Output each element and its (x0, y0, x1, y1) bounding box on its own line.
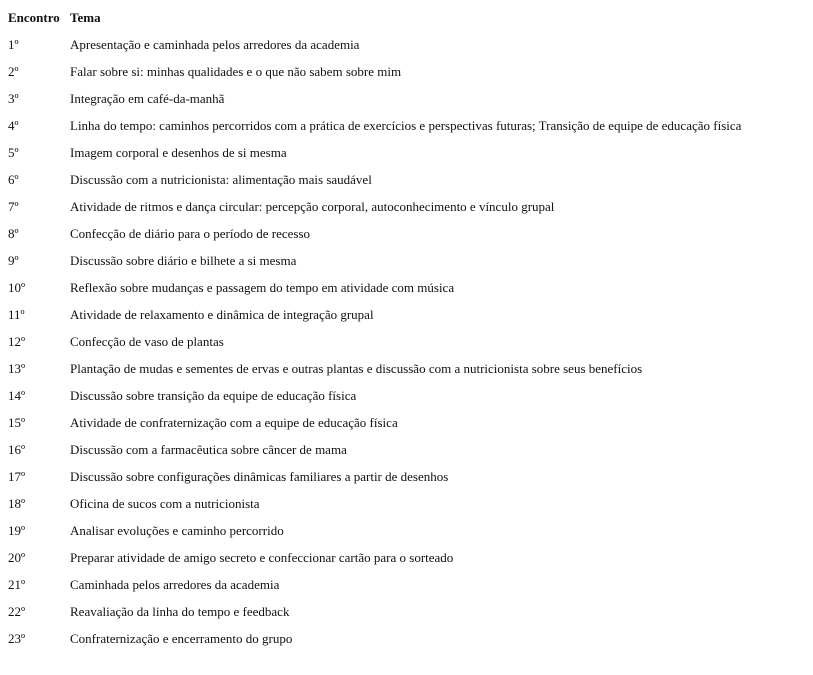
table-row (8, 442, 813, 469)
table-row (8, 631, 813, 658)
table-row (8, 91, 813, 118)
encontro-cell: 9º (8, 253, 19, 268)
tema-cell: Reflexão sobre mudanças e passagem do tempo em atividade com música (70, 280, 455, 295)
encontro-cell: 7º (8, 199, 19, 214)
tema-cell: Discussão sobre diário e bilhete a si mesma (70, 253, 297, 268)
table-row (8, 145, 813, 172)
table-body (8, 37, 813, 658)
encontro-cell: 11º (8, 307, 25, 322)
table-header (8, 10, 813, 37)
encontro-cell: 1º (8, 37, 19, 52)
encontro-cell: 17º (8, 469, 26, 484)
table-row (8, 361, 813, 388)
tema-cell: Integração em café-da-manhã (70, 91, 225, 106)
table-row (8, 496, 813, 523)
table-row (8, 199, 813, 226)
encontro-cell: 5º (8, 145, 19, 160)
tema-cell: Plantação de mudas e sementes de ervas e outras plantas e discussão com a nutricionista sobre seus benefícios (70, 361, 643, 376)
header-encontro: Encontro (8, 10, 60, 25)
tema-cell: Reavaliação da linha do tempo e feedback (70, 604, 290, 619)
encontro-cell: 10º (8, 280, 26, 295)
encontro-cell: 15º (8, 415, 26, 430)
tema-cell: Oficina de sucos com a nutricionista (70, 496, 260, 511)
encontro-cell: 14º (8, 388, 26, 403)
encontro-cell: 8º (8, 226, 19, 241)
encontro-cell: 19º (8, 523, 26, 538)
table-row (8, 253, 813, 280)
table-row (8, 118, 813, 145)
tema-cell: Caminhada pelos arredores da academia (70, 577, 280, 592)
tema-cell: Discussão sobre configurações dinâmicas familiares a partir de desenhos (70, 469, 449, 484)
encontro-cell: 20º (8, 550, 26, 565)
table-row (8, 334, 813, 361)
encontro-cell: 18º (8, 496, 26, 511)
table-row (8, 577, 813, 604)
tema-cell: Linha do tempo: caminhos percorridos com a prática de exercícios e perspectivas futuras; Transição de equipe de educação física (70, 118, 742, 133)
tema-cell: Discussão sobre transição da equipe de educação física (70, 388, 357, 403)
table-row (8, 280, 813, 307)
table-row (8, 388, 813, 415)
header-tema: Tema (70, 10, 101, 25)
meetings-table (8, 10, 813, 658)
tema-cell: Discussão com a farmacêutica sobre câncer de mama (70, 442, 347, 457)
encontro-cell: 3º (8, 91, 19, 106)
table-row (8, 64, 813, 91)
tema-cell: Atividade de ritmos e dança circular: percepção corporal, autoconhecimento e vínculo grupal (70, 199, 555, 214)
table-row (8, 550, 813, 577)
encontro-cell: 2º (8, 64, 19, 79)
table-row (8, 523, 813, 550)
table-row (8, 172, 813, 199)
encontro-cell: 6º (8, 172, 19, 187)
encontro-cell: 16º (8, 442, 26, 457)
tema-cell: Imagem corporal e desenhos de si mesma (70, 145, 287, 160)
table-row (8, 469, 813, 496)
tema-cell: Confecção de diário para o período de recesso (70, 226, 311, 241)
tema-cell: Analisar evoluções e caminho percorrido (70, 523, 284, 538)
table-row (8, 604, 813, 631)
table-row (8, 37, 813, 64)
tema-cell: Confraternização e encerramento do grupo (70, 631, 293, 646)
table-row (8, 415, 813, 442)
encontro-cell: 12º (8, 334, 26, 349)
encontro-cell: 13º (8, 361, 26, 376)
table-row (8, 307, 813, 334)
tema-cell: Atividade de relaxamento e dinâmica de integração grupal (70, 307, 374, 322)
table-row (8, 226, 813, 253)
tema-cell: Preparar atividade de amigo secreto e confeccionar cartão para o sorteado (70, 550, 454, 565)
tema-cell: Discussão com a nutricionista: alimentação mais saudável (70, 172, 372, 187)
encontro-cell: 4º (8, 118, 19, 133)
encontro-cell: 21º (8, 577, 26, 592)
header-row (8, 10, 813, 37)
encontro-cell: 23º (8, 631, 26, 646)
tema-cell: Apresentação e caminhada pelos arredores da academia (70, 37, 360, 52)
encontro-cell: 22º (8, 604, 26, 619)
tema-cell: Atividade de confraternização com a equipe de educação física (70, 415, 398, 430)
tema-cell: Confecção de vaso de plantas (70, 334, 224, 349)
tema-cell: Falar sobre si: minhas qualidades e o que não sabem sobre mim (70, 64, 402, 79)
